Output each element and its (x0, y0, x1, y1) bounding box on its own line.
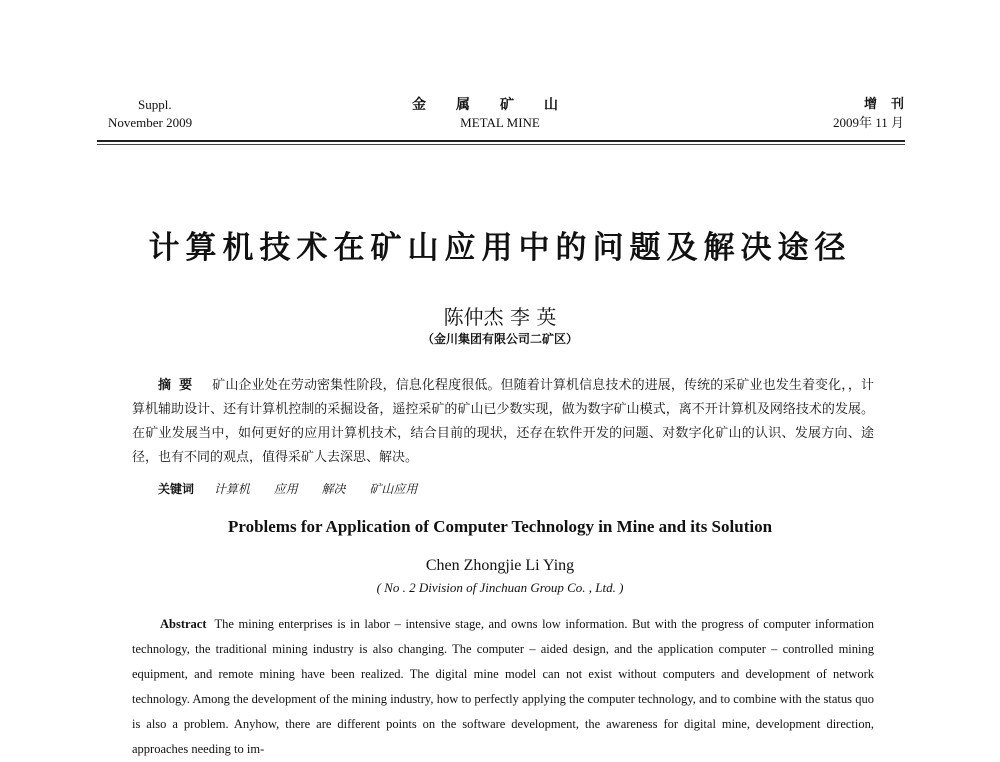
journal-name-en: METAL MINE (460, 115, 540, 130)
authors-en: Chen Zhongjie Li Ying (425, 557, 575, 574)
paper-title-cn: 计算机技术在矿山应用中的问题及解决途径 (148, 230, 852, 266)
issue-date-en: November 2009 (108, 115, 193, 130)
supplement-label-cn: 增刊 (863, 97, 918, 112)
running-header-left (108, 96, 192, 132)
keywords-cn (158, 480, 437, 497)
paper-title-en: Problems for Application of Computer Technology in Mine and its Solution (227, 517, 773, 536)
header-rule-thin (97, 144, 905, 145)
abstract-cn (132, 374, 874, 470)
supplement-label: Suppl. (138, 97, 172, 112)
header-rule-thick (97, 140, 905, 142)
keyword: 矿山应用 (369, 482, 418, 496)
keyword: 应用 (273, 482, 298, 496)
affiliation-en: ( No . 2 Division of Jinchuan Group Co. , Ltd. ) (376, 580, 624, 595)
journal-name-cn: 金属矿山 (412, 97, 588, 113)
abstract-text-cn: 矿山企业处在劳动密集性阶段，信息化程度很低。但随着计算机信息技术的进展，传统的采矿业也发生着变化，，计算机辅助设计、还有计算机控制的采掘设备，遥控采矿的矿山已少数实现，做为数字矿山模式，离不开计算机及网络技术的发展。在矿业发展当中，如何更好的应用计算机技术，结合目前的现状，还存在软件开发的问题、对数字化矿山的认识、发展方向、途径，也有不同的观点，值得采矿人去深思、解决。 (132, 378, 874, 465)
authors-cn: 陈仲杰 李 英 (443, 305, 557, 329)
running-header-right (780, 96, 918, 132)
abstract-en (132, 612, 874, 762)
abstract-label-cn: 摘要 (158, 378, 201, 393)
keywords-label-cn: 关键词 (158, 482, 195, 496)
keyword: 计算机 (213, 482, 250, 496)
affiliation-cn: （金川集团有限公司二矿区） (421, 332, 578, 346)
running-header-center (400, 96, 600, 132)
abstract-text-en: The mining enterprises is in labor – intensive stage, and owns low information. But with the progress of computer information technology, the traditional mining industry is also changing. The computer – aided design, and the application computer – controlled mining equipment, and remote mining have been realized. The digital mine model can not exist without computers and development of network technology. Among the development of the mining industry, how to perfectly applying the computer technology, and to combine with the status quo is also a problem. Anyhow, there are different points on the software development, the awareness for digital mine, development direction, approaches needing to im- (132, 617, 874, 756)
issue-date-cn: 2009年 11 月 (832, 115, 904, 130)
abstract-label-en: Abstract (160, 617, 207, 631)
keyword: 解决 (321, 482, 346, 496)
